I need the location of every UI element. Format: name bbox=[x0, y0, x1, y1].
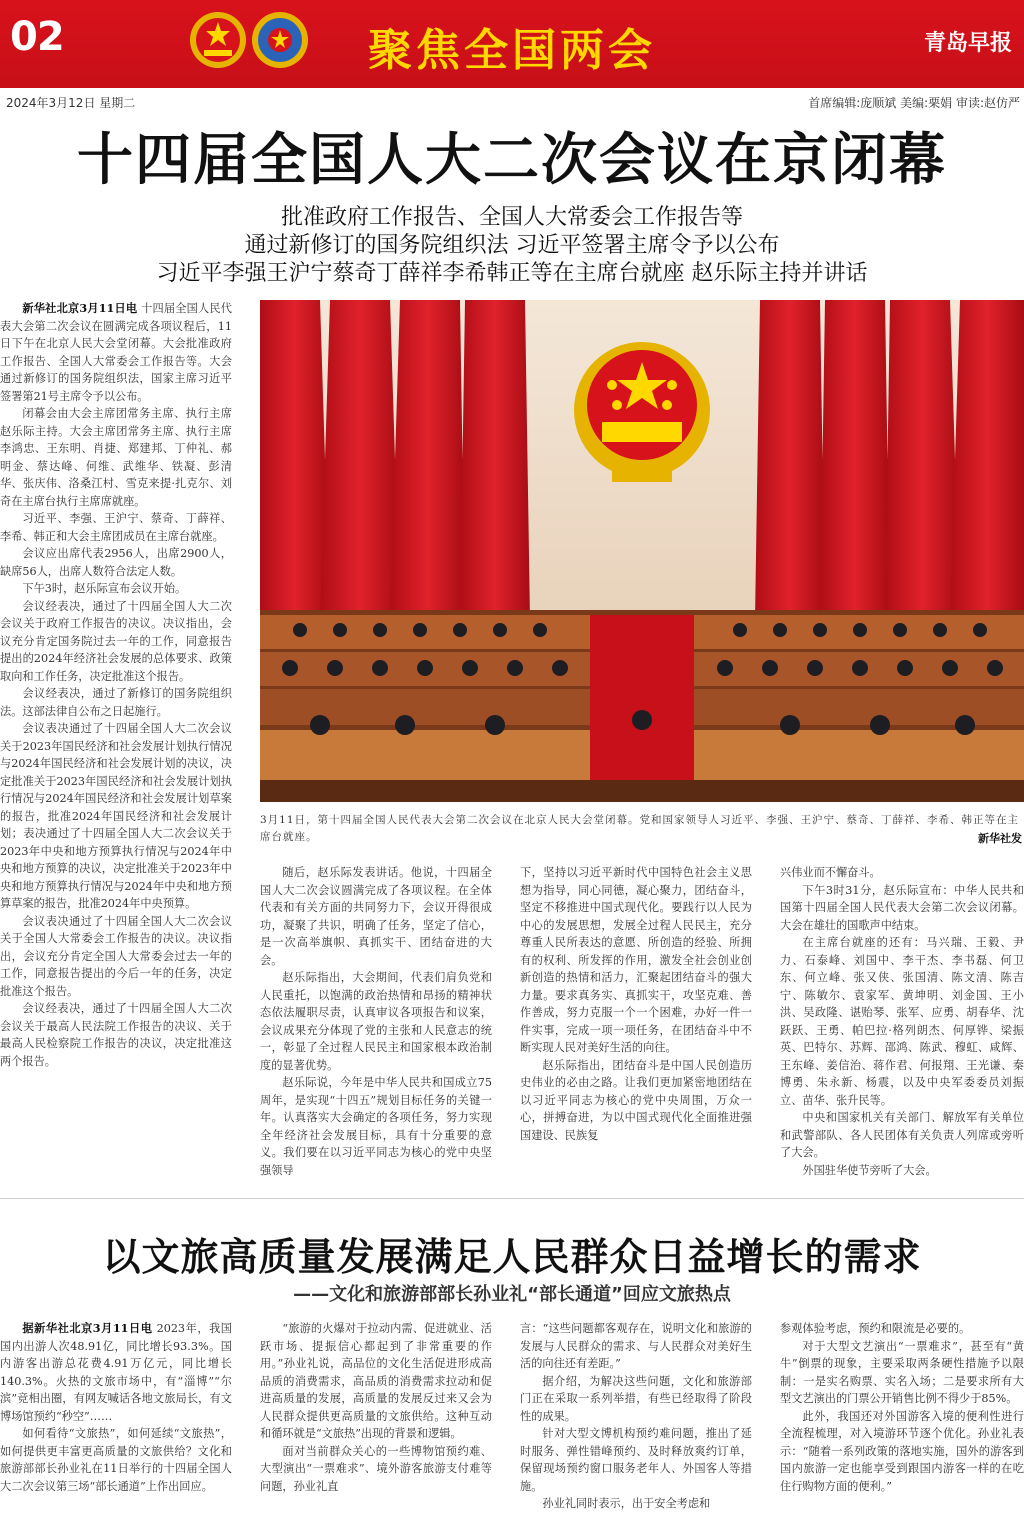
second-subhead: ——文化和旅游部部长孙业礼“部长通道”回应文旅热点 bbox=[293, 1284, 731, 1305]
paragraph: 如何看待“文旅热”，如何延续“文旅热”，如何提供更丰富更高质量的文旅供给？文化和旅游部部长孙业礼在11日举行的十四届全国人大二次会议第三场“部长通道”上作出回应。 bbox=[0, 1427, 232, 1493]
paragraph: 对于大型文艺演出“一票难求”，甚至有“黄牛”倒票的现象，主要采取两条硬性措施予以限制：一是实名购票、实名入场；二是要求所有大型文艺演出的门票公开销售比例不得少于85%。 bbox=[780, 1339, 1024, 1405]
editor-credits: 首席编辑:庞顺斌 美编:栗娟 审读:赵仿严 bbox=[808, 96, 1020, 110]
paragraph: 赵乐际指出，大会期间，代表们肩负党和人民重托，以饱满的政治热情和昂扬的精神状态依法履职尽责，认真审议各项报告和议案，会议成果充分体现了党的主张和人民意志的统一，彰显了全过程人民民主和国家根本政治制度的显著优势。 bbox=[260, 971, 492, 1072]
article1-column-4 bbox=[780, 864, 1024, 1190]
section-title: 聚焦全国两会 bbox=[368, 25, 656, 76]
paragraph: 言：“这些问题都客观存在，说明文化和旅游的发展与人民群众的需求、与人民群众对美好生活的向往还有差距。” bbox=[520, 1322, 752, 1370]
paragraph: 中央和国家机关有关部门、解放军有关单位和武警部队、各人民团体有关负责人列席或旁听了大会。 bbox=[780, 1111, 1024, 1159]
paragraph: 习近平、李强、王沪宁、蔡奇、丁薛祥、李希、韩正和大会主席团成员在主席台就座。 bbox=[0, 512, 232, 543]
subhead-1: 批准政府工作报告、全国人大常委会工作报告等 bbox=[280, 205, 743, 230]
photo-credit: 新华社发 bbox=[978, 832, 1022, 845]
photo-caption: 3月11日，第十四届全国人民代表大会第二次会议在北京人民大会堂闭幕。党和国家领导人习近平、李强、王沪宁、蔡奇、丁薛祥、李希、韩正等在主席台就座。 bbox=[260, 814, 1020, 843]
page-banner bbox=[0, 0, 1024, 88]
page-number: 02 bbox=[10, 14, 64, 60]
paragraph: 会议经表决，通过了十四届全国人大二次会议关于最高人民法院工作报告的决议、关于最高人民检察院工作报告的决议，决定批准这两个报告。 bbox=[0, 1002, 232, 1068]
rostrum-rows bbox=[260, 615, 1024, 802]
paragraph: 下午3时，赵乐际宣布会议开始。 bbox=[22, 582, 187, 595]
paragraph: 会议表决通过了十四届全国人大二次会议关于全国人大常委会工作报告的决议。决议指出，会议充分肯定全国人大常委会过去一年的工作，同意报告提出的今后一年的任务，决定批准这个报告。 bbox=[0, 914, 232, 998]
paragraph: 据介绍，为解决这些问题，文化和旅游部门正在采取一系列举措，有些已经取得了阶段性的成果。 bbox=[520, 1374, 752, 1423]
paragraph: 此外，我国还对外国游客入境的便利性进行全流程梳理，对入境游环节逐个优化。孙业礼表示：“随着一系列政策的落地实施，国外的游客到国内旅游一定也能享受到跟国内游客一样的在吃住行购物方面的便利。” bbox=[780, 1409, 1024, 1493]
newspaper-logo: 青岛早报 bbox=[923, 31, 1012, 56]
paragraph: 在主席台就座的还有：马兴瑞、王毅、尹力、石泰峰、刘国中、李干杰、李书磊、何卫东、何立峰、张又侠、张国清、陈文清、陈吉宁、陈敏尔、袁家军、黄坤明、刘金国、王小洪、吴政隆、谌贻琴、张军、应勇、胡春华、沈跃跃、王勇、帕巴拉·格列朗杰、何厚铧、梁振英、巴特尔、苏辉、邵鸿、陈武、穆虹、咸辉、王东峰、姜信治、蒋作君、何报翔、王光谦、秦博勇、朱永新、杨震，以及中央军委委员刘振立、苗华、张升民等。 bbox=[780, 936, 1024, 1107]
paragraph: 十四届全国人民代表大会第二次会议在圆满完成各项议程后，11日下午在北京人民大会堂闭幕。大会批准政府工作报告、全国人大常委会工作报告等。大会通过新修订的国务院组织法，国家主席习近平签署第21号主席令予以公布。 bbox=[0, 302, 232, 403]
paragraph: 面对当前群众关心的一些博物馆预约难、大型演出“一票难求”、境外游客旅游支付难等问题，孙业礼直 bbox=[260, 1444, 492, 1493]
article2-column-3 bbox=[520, 1320, 752, 1531]
subhead-3: 习近平李强王沪宁蔡奇丁薛祥李希韩正等在主席台就座 赵乐际主持并讲话 bbox=[156, 261, 868, 286]
paragraph: 闭幕会由大会主席团常务主席、执行主席赵乐际主持。大会主席团常务主席、执行主席李鸿忠、王东明、肖捷、郑建邦、丁仲礼、郝明金、蔡达峰、何维、武维华、铁凝、彭清华、张庆伟、洛桑江村、雪克来提·扎克尔、刘奇在主席台执行主席席就座。 bbox=[0, 407, 232, 508]
paragraph: 下，坚持以习近平新时代中国特色社会主义思想为指导，同心同德，凝心聚力，团结奋斗，坚定不移推进中国式现代化。要践行以人民为中心的发展思想，发展全过程人民民主，充分尊重人民所表达的意愿、所创造的经验、所拥有的权利、所发挥的作用，激发全社会创业创新创造的热情和活力，汇聚起团结奋斗的强大力量。要求真务实、真抓实干，攻坚克难、善作善成，努力克服一个一个困难，办好一件一件实事，完成一项一项任务，在团结奋斗中不断实现人民对美好生活的向往。 bbox=[520, 866, 752, 1054]
article1-column-1 bbox=[0, 300, 232, 1190]
paragraph: 兴伟业而不懈奋斗。 bbox=[780, 866, 881, 879]
paragraph: “旅游的火爆对于拉动内需、促进就业、活跃市场、提振信心都起到了非常重要的作用。”孙业礼说，高品位的文化生活促进形成高品质的消费需求，高品质的消费需求拉动和促进高质量的发展，高质量的发展反过来又会为人民群众提供更高质量的文旅供给。这种互动和循环就是“文旅热”出现的背景和逻辑。 bbox=[260, 1322, 492, 1440]
paragraph: 随后，赵乐际发表讲话。他说，十四届全国人大二次会议圆满完成了各项议程。在全体代表和有关方面的共同努力下，会议开得很成功，凝聚了共识，明确了任务，坚定了信心，是一次高举旗帜、真抓实干、团结奋进的大会。 bbox=[260, 866, 492, 967]
cppcc-emblem-icon bbox=[250, 10, 310, 70]
national-emblem-icon bbox=[188, 10, 248, 70]
article1-dateline: 新华社北京3月11日电 bbox=[22, 301, 138, 315]
paragraph: 针对大型文博机构预约难问题，推出了延时服务、弹性错峰预约、及时释放爽约订单，保留现场预约窗口服务老年人、外国客人等措施。 bbox=[520, 1427, 752, 1493]
paragraph: 外国驻华使节旁听了大会。 bbox=[802, 1163, 937, 1177]
paragraph: 下午3时31分，赵乐际宣布：中华人民共和国第十四届全国人民代表大会第二次会议闭幕。大会在雄壮的国歌声中结束。 bbox=[780, 883, 1024, 932]
article1-column-2 bbox=[260, 864, 492, 1190]
paragraph: 会议经表决，通过了十四届全国人大二次会议关于政府工作报告的决议。决议指出，会议充分肯定国务院过去一年的工作，同意报告提出的2024年经济社会发展的总体要求、政策取向和工作任务，决定批准这个报告。 bbox=[0, 599, 232, 683]
paragraph: 会议表决通过了十四届全国人大二次会议关于2023年国民经济和社会发展计划执行情况与2024年国民经济和社会发展计划的决议，决定批准关于2023年国民经济和社会发展计划执行情况与2024年国民经济和社会发展计划草案的报告，批准2024年国民经济和社会发展计划；表决通过了十四届全国人大二次会议关于2023年中央和地方预算执行情况与2024年中央和地方预算的决议，决定批准关于2023年中央和地方预算执行情况与2024年中央和地方预算草案的报告，批准2024年中央预算。 bbox=[0, 722, 232, 910]
issue-date: 2024年3月12日 星期二 bbox=[6, 96, 136, 110]
article2-dateline: 据新华社北京3月11日电 bbox=[22, 1321, 153, 1335]
paragraph: 2023年，我国国内出游人次48.91亿，同比增长93.3%。国内游客出游总花费4.91万亿元，同比增长140.3%。火热的文旅市场中，有“淄博”“尔滨”竞相出圈，有网友喊话各地文旅局长，有文博场馆预约“秒空”…… bbox=[0, 1322, 232, 1423]
article2-column-1 bbox=[0, 1320, 232, 1531]
paragraph: 赵乐际说，今年是中华人民共和国成立75周年，是实现“十四五”规划目标任务的关键一年。认真落实大会确定的各项任务，努力实现全年经济社会发展目标，具有十分重要的意义。我们要在以习近平同志为核心的党中央坚强领导 bbox=[260, 1076, 492, 1177]
session-hall-illustration bbox=[260, 300, 1024, 802]
session-photo bbox=[260, 300, 1024, 802]
paragraph: 会议经表决，通过了新修订的国务院组织法。这部法律自公布之日起施行。 bbox=[0, 687, 232, 718]
section-divider bbox=[0, 1198, 1024, 1199]
paragraph: 会议应出席代表2956人，出席2900人，缺席56人，出席人数符合法定人数。 bbox=[0, 547, 232, 578]
paragraph: 参观体验考虑，预约和限流是必要的。 bbox=[780, 1322, 971, 1335]
second-headline: 以文旅高质量发展满足人民群众日益增长的需求 bbox=[102, 1235, 922, 1279]
article2-column-4 bbox=[780, 1320, 1024, 1531]
main-headline: 十四届全国人大二次会议在京闭幕 bbox=[77, 128, 947, 193]
article1-column-3 bbox=[520, 864, 752, 1190]
subhead-2: 通过新修订的国务院组织法 习近平签署主席令予以公布 bbox=[244, 233, 780, 258]
paragraph: 孙业礼同时表示，出于安全考虑和 bbox=[542, 1497, 711, 1510]
article2-column-2 bbox=[260, 1320, 492, 1531]
paragraph: 赵乐际指出，团结奋斗是中国人民创造历史伟业的必由之路。让我们更加紧密地团结在以习近平同志为核心的党中央周围，万众一心，拼搏奋进，为以中国式现代化全面推进强国建设、民族复 bbox=[520, 1058, 752, 1142]
